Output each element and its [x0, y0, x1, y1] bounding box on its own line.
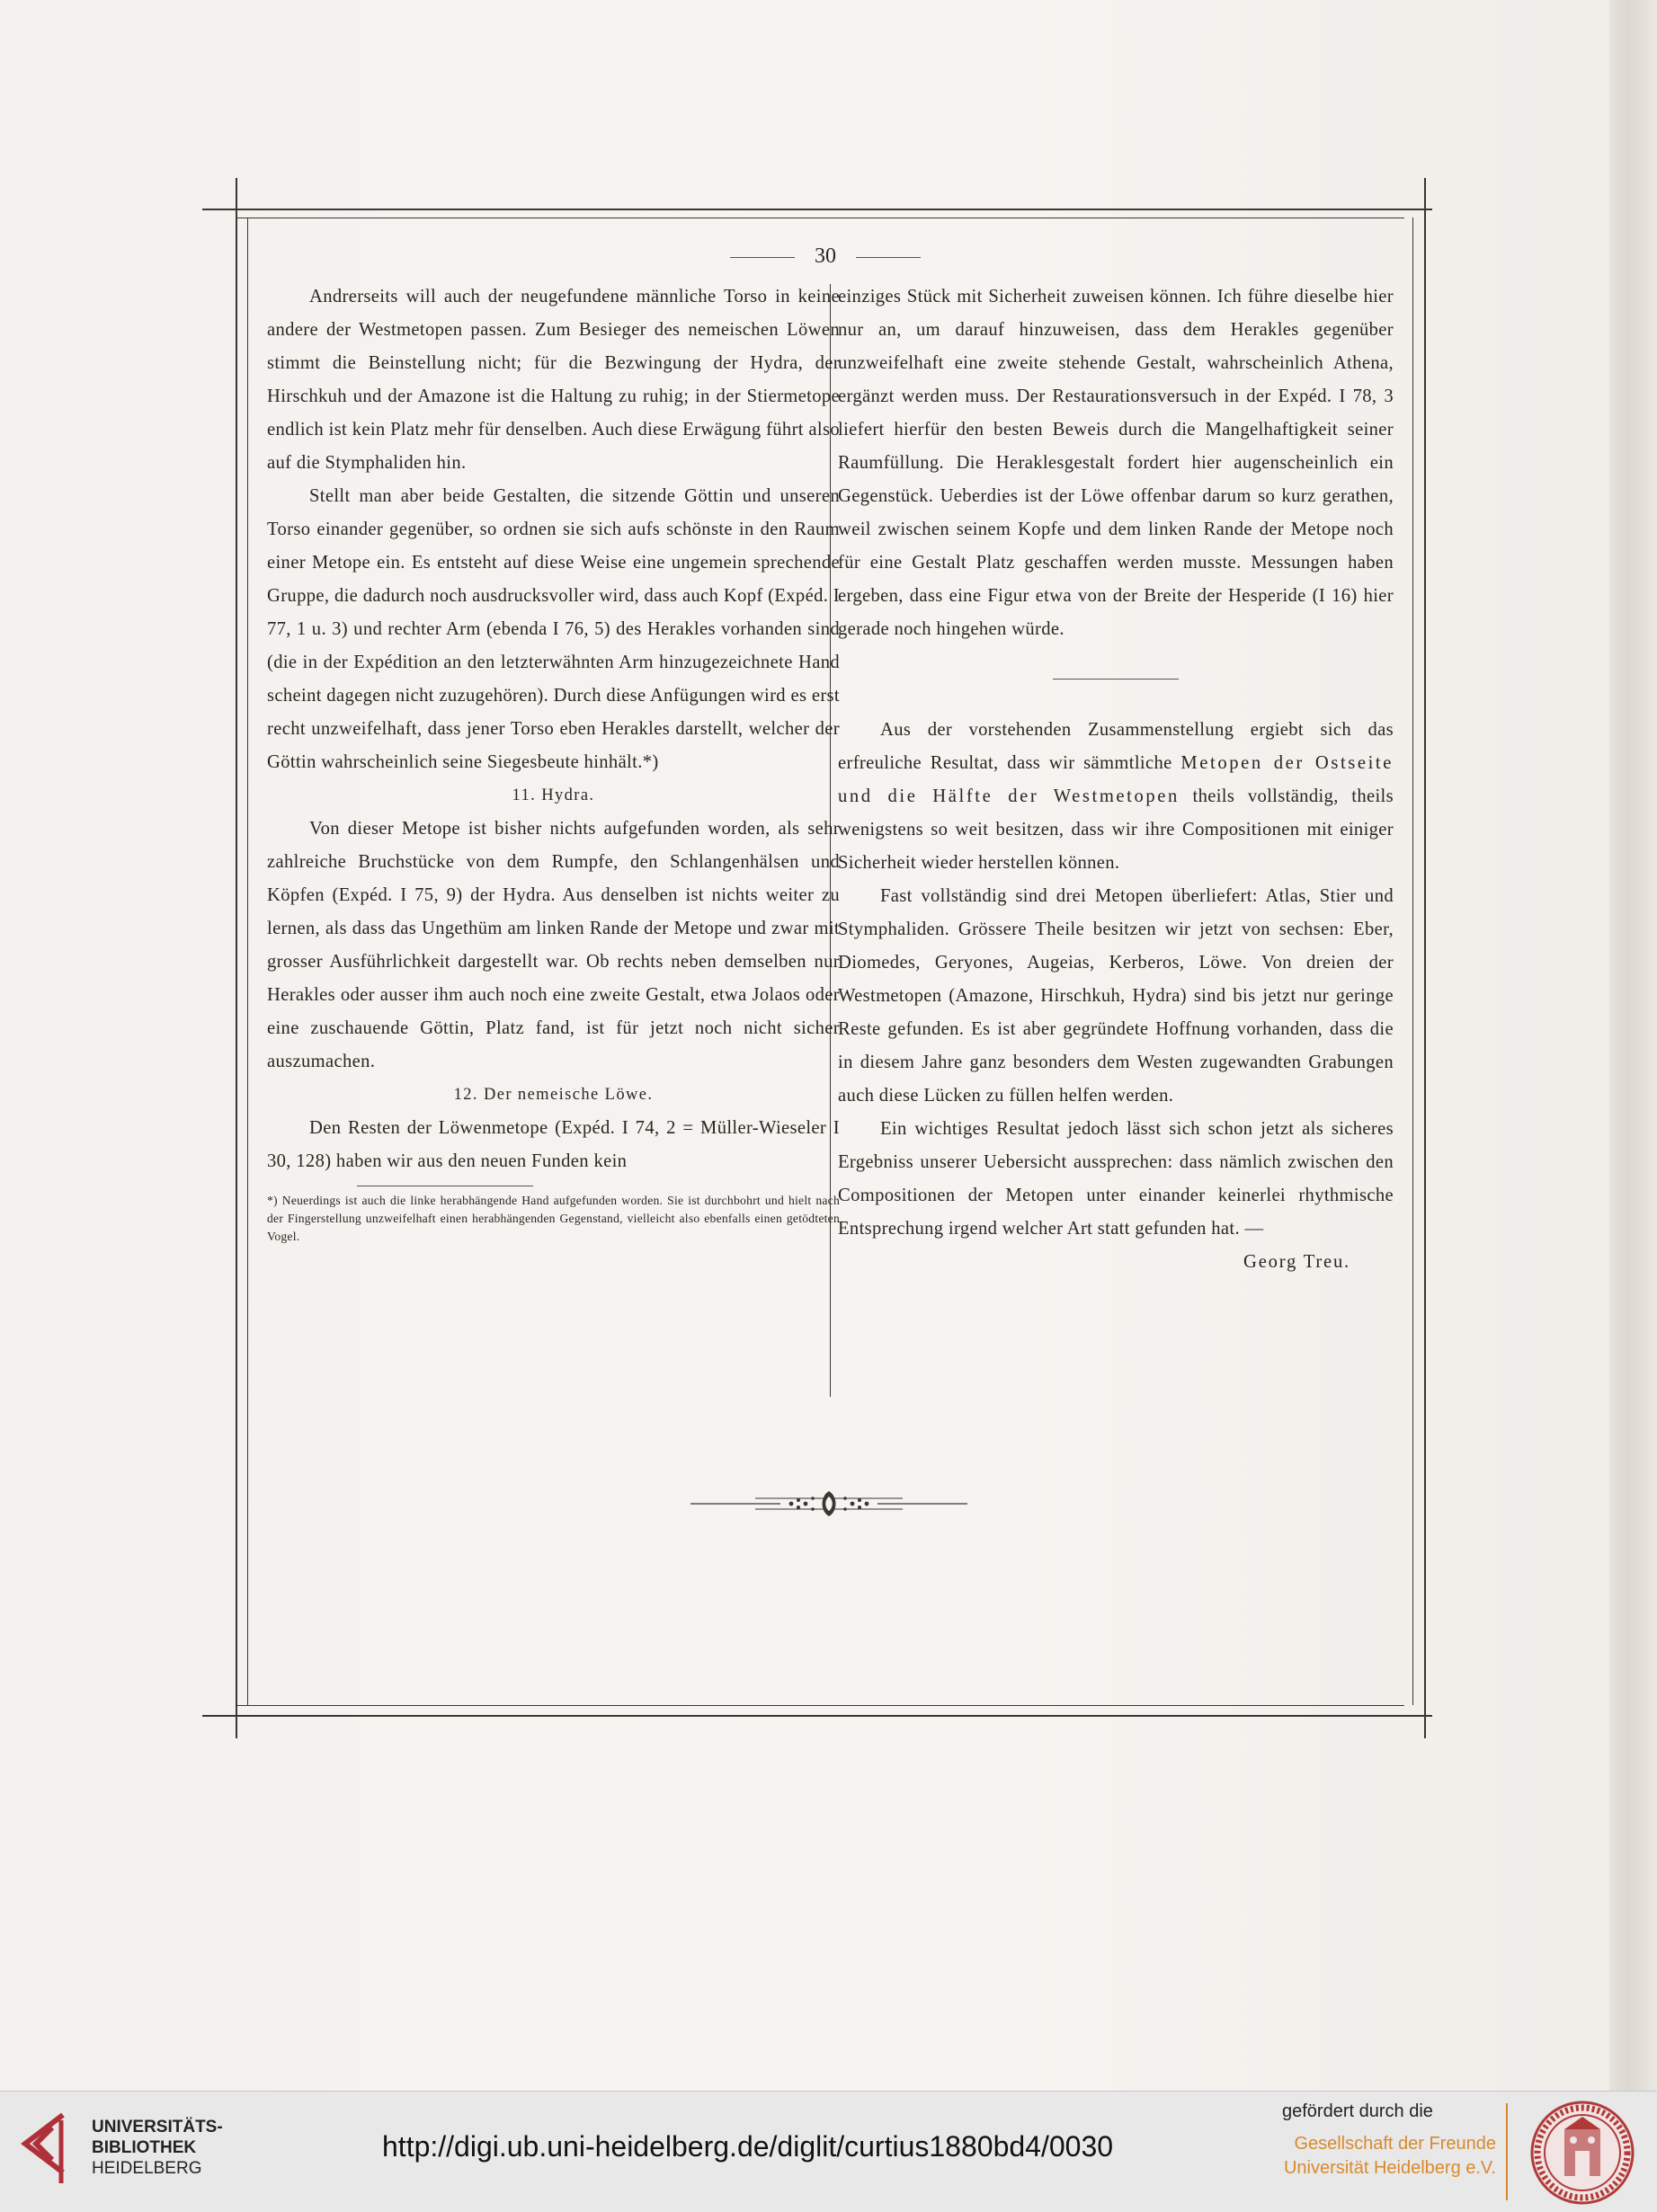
frame-bottom-inner-rule [236, 1705, 1404, 1706]
left-column [267, 280, 840, 1246]
source-url-link[interactable]: http://digi.ub.uni-heidelberg.de/diglit/curtius1880bd4/0030 [382, 2130, 1114, 2163]
library-name-line3: HEIDELBERG [92, 2159, 202, 2178]
paragraph: Fast vollständig sind drei Metopen überliefert: Atlas, Stier und Stymphaliden. Grössere Theile besitzen wir jetzt von sechsen: Eber, Diomedes, Geryones, Augeias, Kerberos, Löwe. Von dreien der Westmetopen (Amazone, Hirschkuh, Hydra) sind bis jetzt nur geringe Reste gefunden. Es ist aber gegründete Hoffnung vorhanden, dass die in diesem Jahre ganz besonders dem Westen zugewandten Grabungen auch diese Lücken zu füllen helfen werden. [838, 886, 1394, 1106]
sponsor-name-line1: Gesellschaft der Freunde [1294, 2134, 1496, 2154]
right-column [838, 280, 1394, 1279]
library-logo-icon [16, 2108, 70, 2189]
spaced-emphasis: Metopen der Ostseite und die Hälfte der Westmetopen [838, 753, 1394, 806]
sponsor-name-line2: Universität Heidelberg e.V. [1283, 2158, 1496, 2178]
section-heading-hydra: 11. Hydra. [512, 786, 595, 804]
frame-left-rule [236, 178, 237, 1738]
library-name-line2: BIBLIOTHEK [92, 2138, 197, 2157]
paragraph: Ein wichtiges Resultat jedoch lässt sich schon jetzt als sicheres Ergebniss unserer Uebersicht aussprechen: dass nämlich zwischen den Compositionen der Metopen unter einander keinerlei rhythmische Entsprechung irgend welcher Art statt gefunden hat. — [838, 1119, 1394, 1239]
paragraph: Andrerseits will auch der neugefundene männliche Torso in keine andere der Westmetopen passen. Zum Besieger des nemeischen Löwen stimmt die Beinstellung nicht; für die Bezwingung der Hydra, der Hirschkuh und der Amazone ist die Haltung zu ruhig; in der Stiermetope endlich ist kein Platz mehr für denselben. Auch diese Erwägung führt also auf die Stymphaliden hin. [267, 287, 840, 473]
university-seal-icon [1528, 2099, 1636, 2207]
page-number: 30 [815, 244, 836, 268]
paragraph [838, 714, 1394, 880]
paragraph: einziges Stück mit Sicherheit zuweisen können. Ich führe dieselbe hier nur an, um darauf hinzuweisen, dass dem Herakles gegenüber unzweifelhaft eine zweite stehende Gestalt, wahrscheinlich Athena, ergänzt werden muss. Der Restaurationsversuch in der Expéd. I 78, 3 liefert hierfür den besten Beweis durch die Mangelhaftigkeit seiner Raumfüllung. Die Heraklesgestalt fordert hier augenscheinlich ein Gegenstück. Ueberdies ist der Löwe offenbar darum so kurz gerathen, weil zwischen seinem Kopfe und dem linken Rande der Metope noch für eine Gestalt Platz geschaffen werden musste. Messungen haben ergeben, dass eine Figur etwa von der Breite der Hesperide (I 16) hier gerade noch hingehen würde. [838, 287, 1394, 639]
sponsor-intro: gefördert durch die [1282, 2101, 1433, 2121]
paragraph: Stellt man aber beide Gestalten, die sitzende Göttin und unseren Torso einander gegenüber, so ordnen sie sich aufs schönste in den Raum einer Metope ein. Es entsteht auf diese Weise eine ungemein sprechende Gruppe, die dadurch noch ausdrucksvoller wird, dass auch Kopf (Expéd. I 77, 1 u. 3) und rechter Arm (ebenda I 76, 5) des Herakles vorhanden sind (die in der Expédition an den letzterwähnten Arm hinzugezeichnete Hand scheint dagegen nicht zuzugehören). Durch diese Anfügungen wird es erst recht unzweifelhaft, dass jener Torso eben Herakles darstellt, welcher der Göttin wahrscheinlich seine Siegesbeute hinhält.*) [267, 486, 840, 772]
page-number-dash-right [856, 257, 921, 258]
section-rule [1053, 679, 1179, 680]
frame-bottom-rule [202, 1715, 1432, 1717]
section-heading-nemean-lion: 12. Der nemeische Löwe. [453, 1086, 654, 1104]
text-run: Aus der vorstehenden Zusammenstellung ergiebt sich das erfreuliche Resultat, dass wir sämmtliche [838, 720, 1394, 773]
page-edge-shadow [1609, 0, 1657, 2091]
frame-left-inner-rule [247, 218, 248, 1705]
sponsor-divider [1506, 2103, 1508, 2200]
frame-right-rule [1424, 178, 1426, 1738]
paragraph: Den Resten der Löwenmetope (Expéd. I 74, 2 = Müller-Wieseler I 30, 128) haben wir aus den neuen Funden kein [267, 1118, 840, 1171]
sponsor-name [1282, 2132, 1496, 2181]
tailpiece-ornament [690, 1488, 967, 1520]
text-run: theils vollständig, theils wenigstens so weit besitzen, dass wir ihre Compositionen mit einiger Sicherheit wieder herstellen können. [838, 786, 1394, 873]
library-wordmark [92, 2117, 223, 2179]
footnote: *) Neuerdings ist auch die linke herabhängende Hand aufgefunden worden. Sie ist durchbohrt und hielt nach der Fingerstellung unzweifelhaft einen herabhängenden Gegenstand, vielleicht also ebenfalls einen getödteten Vogel. [267, 1194, 840, 1243]
author-signature: Georg Treu. [1243, 1252, 1350, 1272]
frame-right-inner-rule [1412, 218, 1413, 1705]
paragraph: Von dieser Metope ist bisher nichts aufgefunden worden, als sehr zahlreiche Bruchstücke von dem Rumpfe, den Schlangenhälsen und Köpfen (Expéd. I 75, 9) der Hydra. Aus denselben ist nichts weiter zu lernen, als dass das Ungethüm am linken Rande der Metope und zwar mit grosser Ausführlichkeit dargestellt war. Ob rechts neben demselben nur Herakles oder ausser ihm auch noch eine zweite Gestalt, etwa Jolaos oder eine zuschauende Göttin, Platz fand, ist für jetzt noch nicht sicher auszumachen. [267, 819, 840, 1071]
frame-top-rule [202, 209, 1432, 210]
library-name-line1: UNIVERSITÄTS- [92, 2118, 223, 2136]
